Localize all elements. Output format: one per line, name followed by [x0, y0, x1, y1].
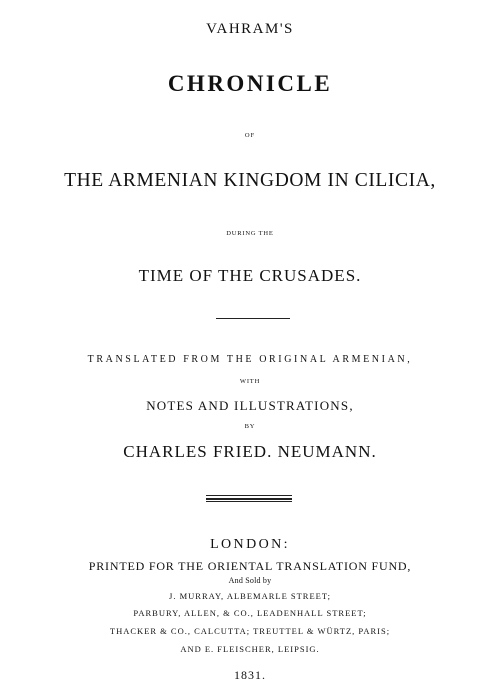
short-divider-rule: [216, 318, 290, 319]
imprint-seller-fleischer: AND E. FLEISCHER, LEIPSIG.: [180, 644, 320, 654]
connector-during: DURING THE: [226, 230, 274, 237]
book-period: TIME OF THE CRUSADES.: [138, 266, 362, 285]
imprint-seller-murray: J. MURRAY, ALBEMARLE STREET;: [169, 591, 331, 601]
imprint-city: LONDON:: [210, 537, 290, 552]
divider-rule-middle: [206, 498, 292, 500]
divider-rule-bottom: [206, 501, 292, 502]
translation-note: TRANSLATED FROM THE ORIGINAL ARMENIAN,: [87, 354, 413, 365]
triple-divider-rule: [206, 495, 292, 502]
imprint-sold-by: And Sold by: [228, 576, 272, 585]
imprint-printer: PRINTED FOR THE ORIENTAL TRANSLATION FUND,: [88, 559, 412, 573]
translator-name: CHARLES FRIED. NEUMANN.: [123, 442, 377, 461]
divider-rule-top: [206, 495, 292, 496]
author-line: VAHRAM'S: [206, 21, 294, 37]
book-title: CHRONICLE: [167, 71, 333, 96]
notes-line: NOTES AND ILLUSTRATIONS,: [146, 398, 354, 413]
connector-with: WITH: [239, 378, 261, 385]
connector-of: OF: [244, 132, 256, 139]
imprint-seller-parbury: PARBURY, ALLEN, & CO., LEADENHALL STREET;: [133, 608, 367, 618]
book-subject: THE ARMENIAN KINGDOM IN CILICIA,: [64, 170, 436, 191]
imprint-year: 1831.: [234, 668, 266, 682]
connector-by: BY: [244, 423, 256, 430]
imprint-seller-thacker: THACKER & CO., CALCUTTA; TREUTTEL & WÜRTZ, PARIS;: [109, 626, 391, 636]
